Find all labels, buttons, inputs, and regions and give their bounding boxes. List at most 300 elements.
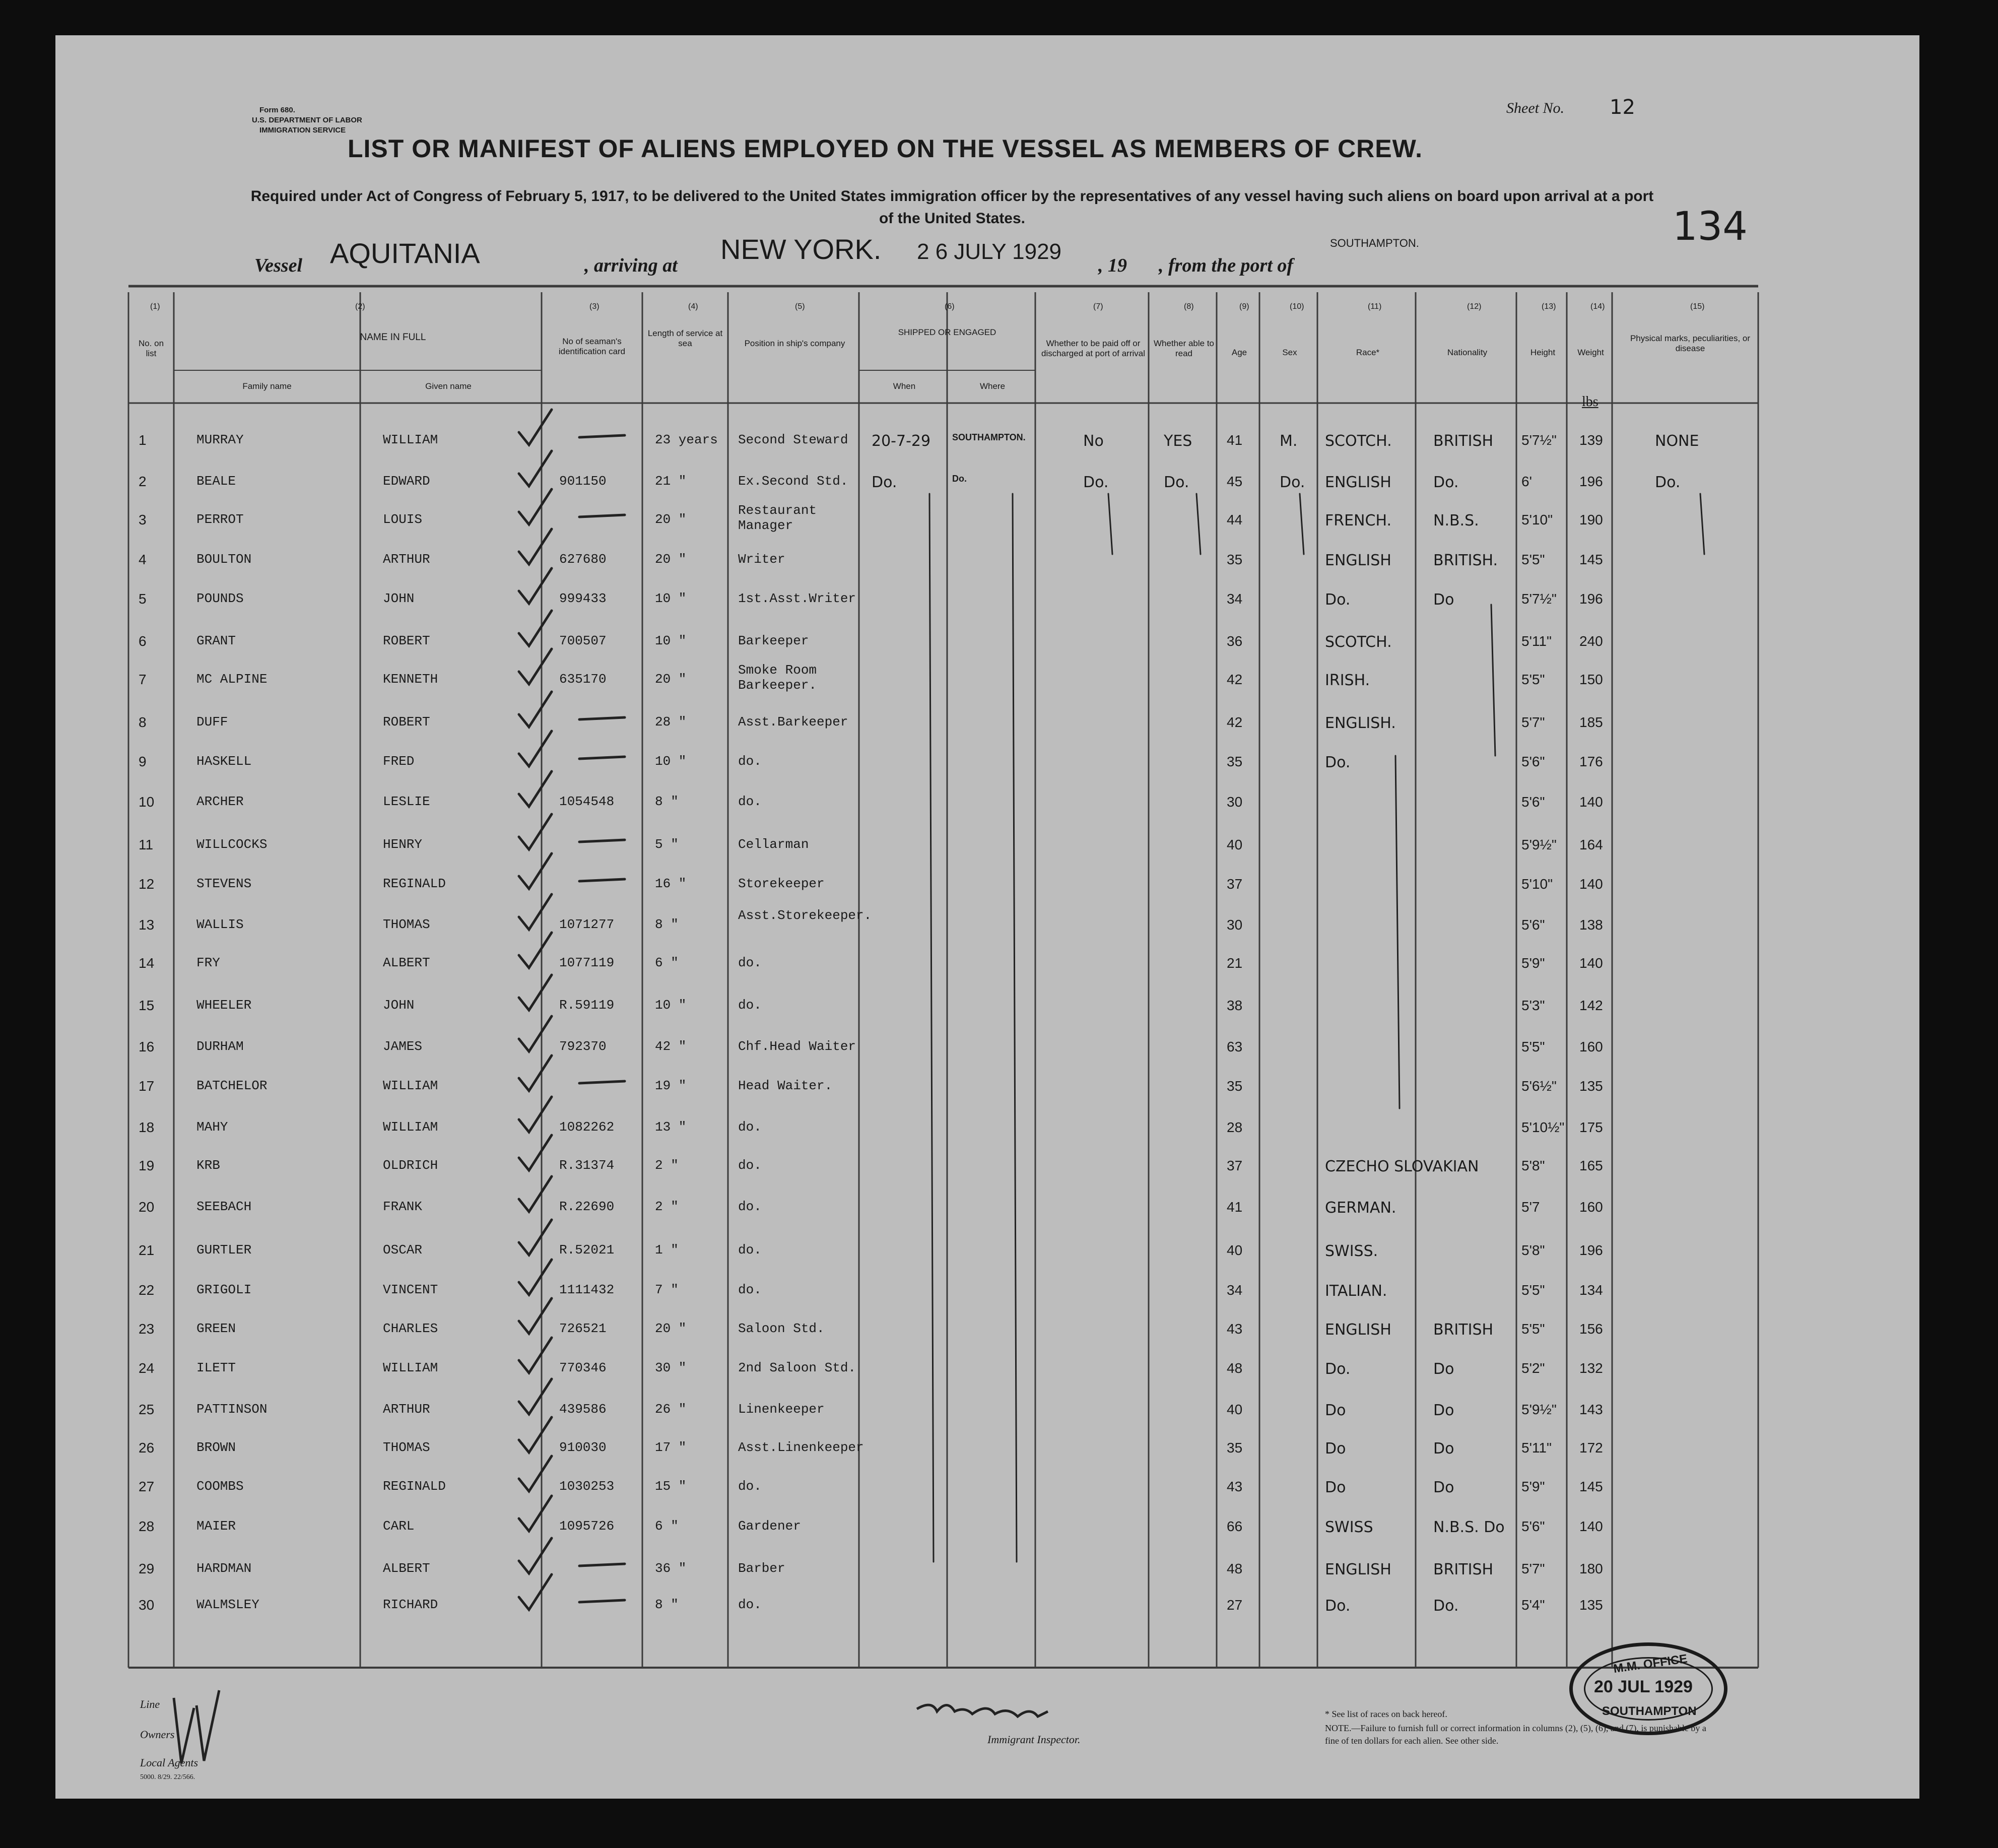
service-length: 20 " (655, 512, 687, 527)
age: 42 (1227, 714, 1243, 730)
ship-position: 1st.Asst.Writer (738, 591, 856, 606)
family-name: SEEBACH (196, 1199, 252, 1214)
given-name: FRANK (383, 1199, 423, 1214)
given-name: FRED (383, 754, 415, 769)
family-name: DURHAM (196, 1039, 244, 1054)
ship-position: Saloon Std. (738, 1321, 825, 1336)
id-card-number: 1077119 (559, 955, 615, 970)
row-number: 20 (139, 1199, 155, 1215)
row-number: 28 (139, 1519, 155, 1534)
nationality: Do. (1433, 474, 1459, 491)
row-number: 17 (139, 1078, 155, 1094)
age: 37 (1227, 876, 1243, 892)
age: 30 (1227, 794, 1243, 810)
row-number: 14 (139, 955, 155, 971)
row-number: 19 (139, 1158, 155, 1173)
id-card-number: 726521 (559, 1321, 607, 1336)
age: 38 (1227, 998, 1243, 1013)
height: 5'7 (1521, 1199, 1540, 1215)
race: SWISS (1325, 1519, 1373, 1536)
age: 45 (1227, 474, 1243, 489)
weight: 160 (1579, 1199, 1603, 1215)
family-name: WALLIS (196, 917, 244, 932)
age: 27 (1227, 1597, 1243, 1613)
age: 48 (1227, 1561, 1243, 1576)
line-label: Line (140, 1698, 160, 1710)
ship-position: do. (738, 1199, 762, 1214)
row-number: 10 (139, 794, 155, 810)
race: IRISH. (1325, 672, 1370, 689)
column-number: (12) (1467, 302, 1482, 311)
service-length: 13 " (655, 1119, 687, 1135)
height: 5'5" (1521, 1282, 1545, 1298)
ship-position: do. (738, 794, 762, 809)
ship-position: Second Steward (738, 432, 848, 447)
row-number: 30 (139, 1597, 155, 1613)
given-name: VINCENT (383, 1282, 438, 1297)
initials-mark (174, 1690, 219, 1763)
given-name: THOMAS (383, 1440, 430, 1455)
age: 37 (1227, 1158, 1243, 1173)
weight: 140 (1579, 955, 1603, 971)
family-name: FRY (196, 955, 220, 970)
race: Do (1325, 1479, 1346, 1496)
id-card-number: 901150 (559, 474, 607, 489)
age: 21 (1227, 955, 1243, 971)
weight: 145 (1579, 552, 1603, 567)
weight: 185 (1579, 714, 1603, 730)
service-length: 1 " (655, 1242, 679, 1258)
given-name: REGINALD (383, 1479, 446, 1494)
family-name: PATTINSON (196, 1402, 268, 1417)
ship-position: do. (738, 754, 762, 769)
service-length: 42 " (655, 1039, 687, 1054)
nationality: Do (1433, 1479, 1454, 1496)
col-position: Position in ship's company (744, 339, 845, 348)
weight: 139 (1579, 432, 1603, 448)
weight: 150 (1579, 672, 1603, 687)
family-name: BROWN (196, 1440, 236, 1455)
height: 5'6½" (1521, 1078, 1557, 1094)
height: 5'5" (1521, 1321, 1545, 1337)
ship-position: Writer (738, 552, 785, 567)
paid-off: No (1083, 432, 1104, 450)
given-name: ALBERT (383, 955, 430, 970)
ship-position: do. (738, 1158, 762, 1173)
ship-position: Restaurant Manager (738, 503, 817, 533)
weight: 132 (1579, 1360, 1603, 1376)
col-id-card: No of seaman's identification card (558, 337, 626, 356)
page-subtitle: Required under Act of Congress of February 5, 1917, to be delivered to the United States immigration officer by the representatives of any vessel having such aliens on board upon arrival at a port of the United States. (250, 188, 1654, 227)
race: GERMAN. (1325, 1199, 1396, 1217)
weight: 196 (1579, 591, 1603, 607)
service-length: 7 " (655, 1282, 679, 1297)
height: 5'5" (1521, 672, 1545, 687)
height: 5'3" (1521, 998, 1545, 1013)
service-length: 20 " (655, 672, 687, 687)
given-name: JAMES (383, 1039, 423, 1054)
age: 66 (1227, 1519, 1243, 1534)
weight: 196 (1579, 474, 1603, 489)
ship-position: Cellarman (738, 837, 809, 852)
row-number: 6 (139, 633, 147, 649)
engaged-where: SOUTHAMPTON. (952, 432, 1026, 442)
stamp-date: 20 JUL 1929 (1594, 1677, 1693, 1696)
weight: 240 (1579, 633, 1603, 649)
paid-off: Do. (1083, 474, 1109, 491)
given-name: KENNETH (383, 672, 438, 687)
col-physical-marks: Physical marks, peculiarities, or disease (1630, 334, 1751, 353)
id-card-number: R.52021 (559, 1242, 615, 1258)
ship-position: Chf.Head Waiter (738, 1039, 856, 1054)
page-title: LIST OR MANIFEST OF ALIENS EMPLOYED ON THE VESSEL AS MEMBERS OF CREW. (348, 135, 1423, 163)
row-number: 26 (139, 1440, 155, 1456)
weight: 190 (1579, 512, 1603, 527)
service-length: 5 " (655, 837, 679, 852)
given-name: ARTHUR (383, 1402, 430, 1417)
weight: 180 (1579, 1561, 1603, 1576)
given-name: LOUIS (383, 512, 423, 527)
row-number: 22 (139, 1282, 155, 1298)
col-shipped-engaged: SHIPPED OR ENGAGED (898, 327, 996, 337)
ship-position: Asst.Storekeeper. (738, 908, 872, 923)
weight: 172 (1579, 1440, 1603, 1456)
inspector-signature (917, 1705, 1048, 1717)
age: 42 (1227, 672, 1243, 687)
ship-position: do. (738, 1282, 762, 1297)
family-name: WALMSLEY (196, 1597, 259, 1612)
col-weight: Weight (1577, 348, 1604, 357)
given-name: WILLIAM (383, 432, 438, 447)
nationality: BRITISH (1433, 1561, 1494, 1578)
height: 5'2" (1521, 1360, 1545, 1376)
age: 36 (1227, 633, 1243, 649)
age: 30 (1227, 917, 1243, 933)
family-name: WHEELER (196, 998, 252, 1013)
row-number: 12 (139, 876, 155, 892)
col-nationality: Nationality (1447, 348, 1488, 357)
print-code: 5000. 8/29. 22/566. (140, 1773, 195, 1781)
given-name: OLDRICH (383, 1158, 438, 1173)
height: 5'6" (1521, 794, 1545, 810)
id-card-number: 999433 (559, 591, 607, 606)
weight: 156 (1579, 1321, 1603, 1337)
row-number: 9 (139, 754, 147, 769)
age: 48 (1227, 1360, 1243, 1376)
family-name: WILLCOCKS (196, 837, 268, 852)
service-length: 28 " (655, 714, 687, 730)
form-number: Form 680. (259, 106, 295, 114)
col-able-to-read: Whether able to read (1153, 339, 1214, 358)
service-length: 8 " (655, 1597, 679, 1612)
id-card-number: 770346 (559, 1360, 607, 1375)
height: 5'7½" (1521, 432, 1557, 448)
given-name: ALBERT (383, 1561, 430, 1576)
row-number: 24 (139, 1360, 155, 1376)
ship-position: Linenkeeper (738, 1402, 825, 1417)
ship-position: Barkeeper (738, 633, 809, 648)
service-length: 6 " (655, 955, 679, 970)
height: 5'5" (1521, 552, 1545, 567)
race: Do. (1325, 1597, 1351, 1615)
row-number: 15 (139, 998, 155, 1013)
race: FRENCH. (1325, 512, 1392, 530)
age: 44 (1227, 512, 1243, 527)
column-number: (8) (1184, 302, 1194, 311)
race: SCOTCH. (1325, 633, 1392, 651)
stamp-office: M.M. OFFICE (1612, 1652, 1689, 1676)
column-number: (10) (1290, 302, 1304, 311)
family-name: MAHY (196, 1119, 228, 1135)
ship-position: Asst.Barkeeper (738, 714, 848, 730)
height: 6' (1521, 474, 1532, 489)
age: 43 (1227, 1479, 1243, 1494)
family-name: STEVENS (196, 876, 252, 891)
height: 5'7" (1521, 1561, 1545, 1576)
row-number: 16 (139, 1039, 155, 1054)
height: 5'7½" (1521, 591, 1557, 607)
row-number: 8 (139, 714, 147, 730)
height: 5'5" (1521, 1039, 1545, 1054)
weight: 175 (1579, 1119, 1603, 1135)
race: ENGLISH (1325, 1321, 1391, 1339)
age: 35 (1227, 552, 1243, 567)
column-number: (14) (1590, 302, 1605, 311)
sheet-number: 12 (1610, 96, 1635, 119)
nationality: BRITISH (1433, 1321, 1494, 1339)
column-number: (2) (355, 302, 365, 311)
height: 5'9½" (1521, 837, 1557, 852)
col-length-of-service: Length of service at sea (647, 328, 723, 348)
height: 5'9" (1521, 1479, 1545, 1494)
id-card-number: 1082262 (559, 1119, 615, 1135)
races-note: * See list of races on back hereof. (1325, 1709, 1447, 1719)
departure-port: SOUTHAMPTON. (1330, 237, 1419, 249)
column-number: (13) (1542, 302, 1556, 311)
col-age: Age (1231, 348, 1247, 357)
family-name: GURTLER (196, 1242, 252, 1258)
row-number: 25 (139, 1402, 155, 1417)
nationality: Do (1433, 1402, 1454, 1419)
row-number: 2 (139, 474, 147, 489)
service-length: 10 " (655, 998, 687, 1013)
age: 40 (1227, 837, 1243, 852)
vessel-name: AQUITANIA (330, 237, 480, 269)
column-number: (5) (795, 302, 805, 311)
height: 5'9" (1521, 955, 1545, 971)
col-when: When (893, 381, 916, 391)
weight: 143 (1579, 1402, 1603, 1417)
row-number: 23 (139, 1321, 155, 1337)
given-name: THOMAS (383, 917, 430, 932)
weight: 135 (1579, 1078, 1603, 1094)
weight: 140 (1579, 1519, 1603, 1534)
weight: 145 (1579, 1479, 1603, 1494)
id-card-number: 1071277 (559, 917, 615, 932)
family-name: GRANT (196, 633, 236, 648)
col-no-on-list: No. on list (138, 339, 164, 358)
physical-marks: Do. (1655, 474, 1681, 491)
row-number: 1 (139, 432, 147, 448)
family-name: HASKELL (196, 754, 252, 769)
family-name: BATCHELOR (196, 1078, 268, 1093)
service-length: 20 " (655, 552, 687, 567)
ship-position: Smoke Room Barkeeper. (738, 663, 817, 693)
height: 5'6" (1521, 917, 1545, 933)
age: 34 (1227, 591, 1243, 607)
family-name: ILETT (196, 1360, 236, 1375)
ship-position: Storekeeper (738, 876, 825, 891)
service-length: 15 " (655, 1479, 687, 1494)
physical-marks: NONE (1655, 432, 1699, 450)
height: 5'10" (1521, 876, 1553, 892)
nationality: Do (1433, 1360, 1454, 1378)
ship-position: do. (738, 955, 762, 970)
age: 41 (1227, 1199, 1243, 1215)
weight: 140 (1579, 876, 1603, 892)
weight: 134 (1579, 1282, 1603, 1298)
sheet-label: Sheet No. (1506, 100, 1564, 116)
given-name: HENRY (383, 837, 423, 852)
given-name: WILLIAM (383, 1078, 438, 1093)
age: 34 (1227, 1282, 1243, 1298)
family-name: KRB (196, 1158, 220, 1173)
given-name: ROBERT (383, 714, 430, 730)
ship-position: Asst.Linenkeeper (738, 1440, 864, 1455)
weight: 164 (1579, 837, 1603, 852)
height: 5'4" (1521, 1597, 1545, 1613)
family-name: BEALE (196, 474, 236, 489)
ship-position: do. (738, 1479, 762, 1494)
col-name-in-full: NAME IN FULL (360, 332, 426, 343)
id-card-number: 627680 (559, 552, 607, 567)
nationality: BRITISH. (1433, 552, 1498, 569)
col-family-name: Family name (242, 381, 292, 391)
age: 35 (1227, 754, 1243, 769)
row-number: 3 (139, 512, 147, 527)
family-name: COOMBS (196, 1479, 244, 1494)
race: ENGLISH (1325, 552, 1391, 569)
family-name: POUNDS (196, 591, 244, 606)
height: 5'8" (1521, 1158, 1545, 1173)
column-number: (4) (688, 302, 698, 311)
ship-position: do. (738, 1597, 762, 1612)
family-name: DUFF (196, 714, 228, 730)
id-card-number: R.22690 (559, 1199, 615, 1214)
race: Do. (1325, 754, 1351, 771)
engaged-where: Do. (952, 474, 967, 484)
height: 5'8" (1521, 1242, 1545, 1258)
race: ENGLISH (1325, 474, 1391, 491)
row-number: 7 (139, 672, 147, 687)
given-name: LESLIE (383, 794, 430, 809)
inspector-label: Immigrant Inspector. (987, 1733, 1081, 1746)
service-length: 17 " (655, 1440, 687, 1455)
id-card-number: R.31374 (559, 1158, 615, 1173)
height: 5'11" (1521, 633, 1552, 649)
given-name: OSCAR (383, 1242, 423, 1258)
service-length: 2 " (655, 1158, 679, 1173)
weight: 160 (1579, 1039, 1603, 1054)
id-card-number: 1095726 (559, 1519, 615, 1534)
column-number: (3) (589, 302, 600, 311)
weight: 165 (1579, 1158, 1603, 1173)
race: SWISS. (1325, 1242, 1378, 1260)
ship-position: Gardener (738, 1519, 801, 1534)
row-number: 27 (139, 1479, 155, 1494)
page-reference: 134 (1673, 204, 1748, 249)
row-number: 29 (139, 1561, 155, 1576)
owners-label: Owners (140, 1728, 175, 1741)
nationality: N.B.S. Do (1433, 1519, 1505, 1536)
weight: 135 (1579, 1597, 1603, 1613)
service-length: 23 years (655, 432, 718, 447)
arrival-date: 2 6 JULY 1929 (917, 239, 1062, 264)
height: 5'6" (1521, 1519, 1545, 1534)
year-label: , 19 (1098, 255, 1127, 276)
id-card-number: 1030253 (559, 1479, 615, 1494)
age: 40 (1227, 1242, 1243, 1258)
family-name: MAIER (196, 1519, 236, 1534)
family-name: ARCHER (196, 794, 244, 809)
given-name: JOHN (383, 591, 415, 606)
given-name: ARTHUR (383, 552, 430, 567)
service-length: 10 " (655, 633, 687, 648)
given-name: CHARLES (383, 1321, 438, 1336)
nationality: N.B.S. (1433, 512, 1479, 530)
id-card-number: 635170 (559, 672, 607, 687)
service-length: 10 " (655, 754, 687, 769)
service-length: 10 " (655, 591, 687, 606)
nationality: Do (1433, 591, 1454, 609)
age: 63 (1227, 1039, 1243, 1054)
row-number: 18 (139, 1119, 155, 1135)
nationality: BRITISH (1433, 432, 1494, 450)
row-number: 5 (139, 591, 147, 607)
penalty-note: NOTE.—Failure to furnish full or correct information in columns (2), (5), (6), and (7), is punishable by a fine of ten dollars for each alien. See other side. (1325, 1723, 1706, 1746)
column-number: (11) (1368, 302, 1382, 311)
age: 35 (1227, 1078, 1243, 1094)
family-name: PERROT (196, 512, 244, 527)
service-length: 8 " (655, 794, 679, 809)
service-length: 26 " (655, 1402, 687, 1417)
weight: 138 (1579, 917, 1603, 933)
row-number: 11 (139, 837, 154, 852)
arriving-label: , arriving at (584, 255, 678, 276)
given-name: WILLIAM (383, 1360, 438, 1375)
height: 5'10" (1521, 512, 1553, 527)
ship-position: do. (738, 1242, 762, 1258)
ship-position: Barber (738, 1561, 785, 1576)
ship-position: Head Waiter. (738, 1078, 833, 1093)
column-number: (7) (1093, 302, 1103, 311)
ship-position: do. (738, 998, 762, 1013)
id-card-number: 1054548 (559, 794, 615, 809)
weight: 140 (1579, 794, 1603, 810)
row-number: 13 (139, 917, 155, 933)
column-number: (15) (1690, 302, 1705, 311)
race: ENGLISH (1325, 1561, 1391, 1578)
id-card-number: R.59119 (559, 998, 615, 1013)
local-agents-label: Local Agents (140, 1756, 198, 1769)
weight: 176 (1579, 754, 1603, 769)
height: 5'9½" (1521, 1402, 1557, 1417)
family-name: MURRAY (196, 432, 244, 447)
able-to-read: Do. (1164, 474, 1189, 491)
weight-unit: lbs (1582, 394, 1599, 410)
engaged-when: Do. (872, 474, 897, 491)
race: CZECHO SLOVAKIAN (1325, 1158, 1479, 1175)
